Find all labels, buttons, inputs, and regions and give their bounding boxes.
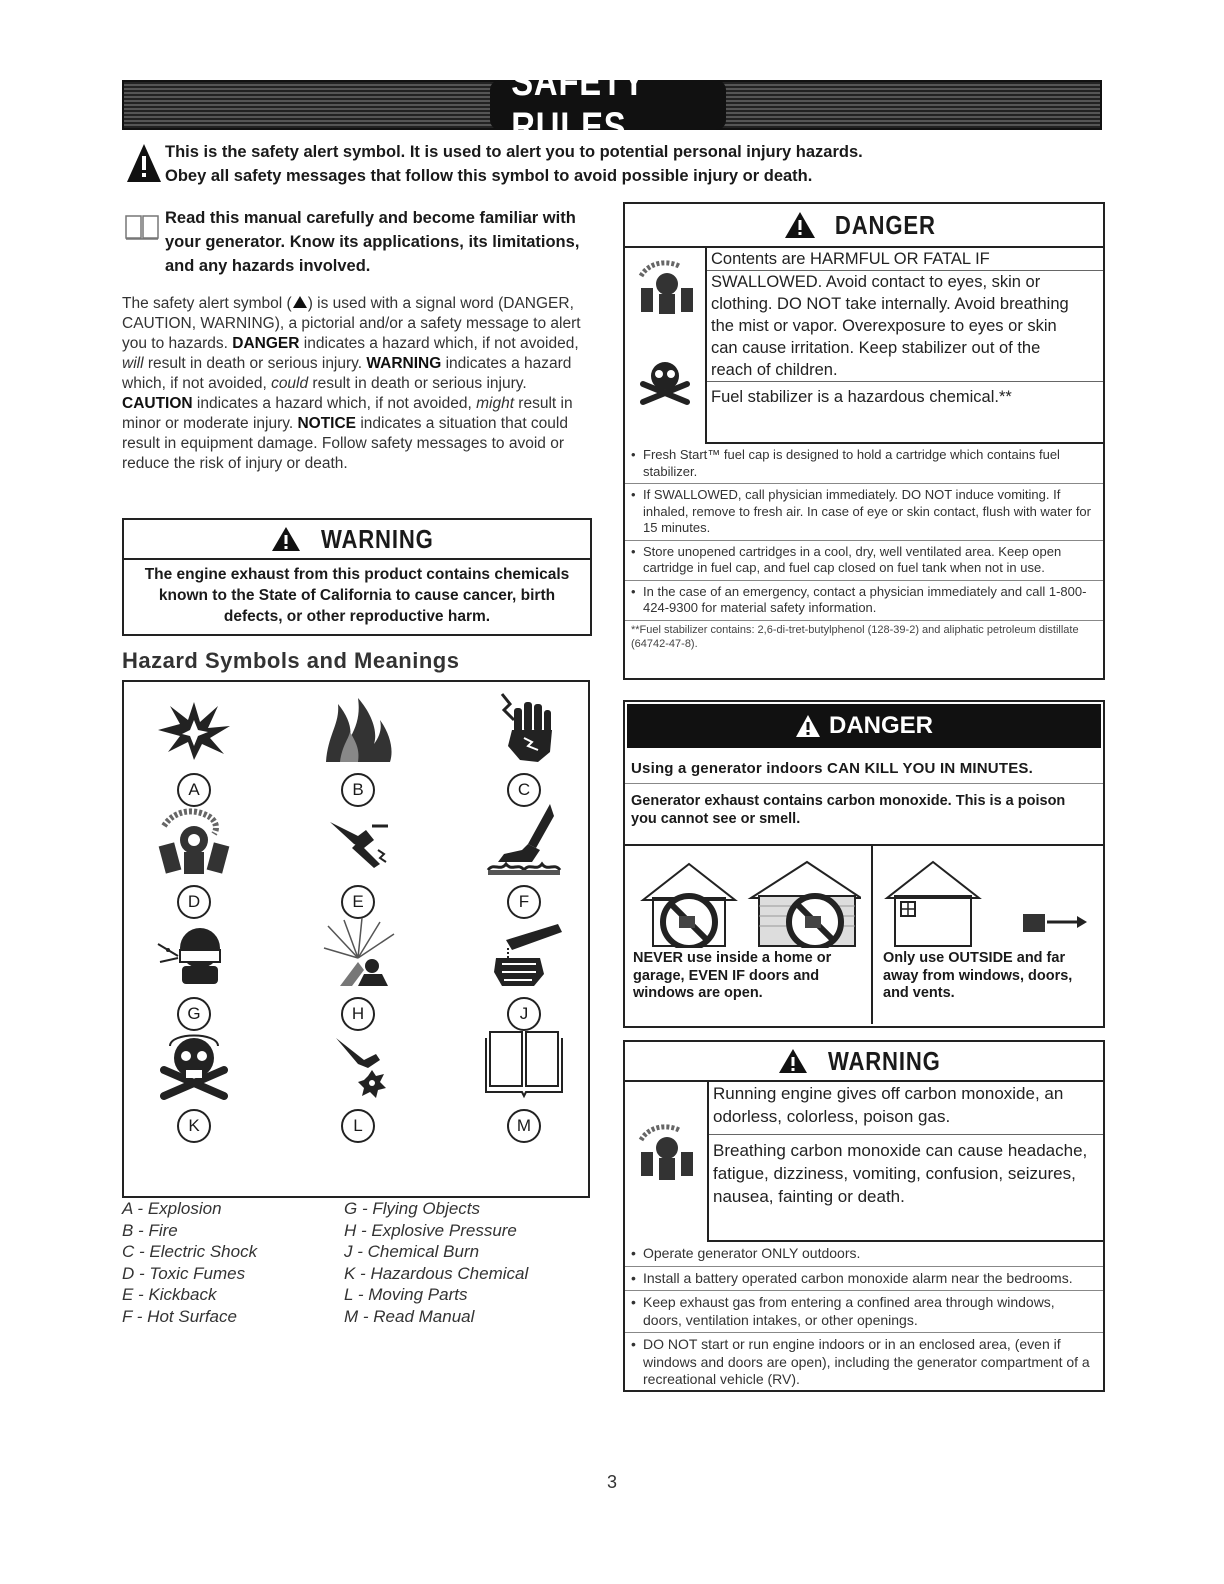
california-warning-box xyxy=(122,518,592,636)
warning-line: nausea, fainting or death. xyxy=(713,1187,905,1206)
hazardous-chemical-icon xyxy=(154,1030,234,1100)
never-indoors-panel xyxy=(625,846,873,1024)
hazard-letter: H xyxy=(341,997,375,1031)
danger-line: Contents are HARMFUL OR FATAL IF xyxy=(707,248,1103,271)
danger-line: clothing. DO NOT take internally. Avoid breathing xyxy=(711,295,1069,313)
intro-text: indicates a hazard which, if not avoided, xyxy=(299,335,579,352)
danger-line: the mist or vapor. Overexposure to eyes or skin xyxy=(711,317,1057,335)
intro-text: indicates a hazard which, if not avoided, xyxy=(192,395,477,412)
alert-intro-line2: Obey all safety messages that follow this symbol to avoid possible injury or death. xyxy=(165,167,813,185)
hazard-letter: M xyxy=(507,1109,541,1143)
hazard-symbols-box xyxy=(122,680,590,1198)
warning-line: Running engine gives off carbon monoxide, an xyxy=(713,1084,1064,1103)
fuel-stabilizer-danger-box xyxy=(623,202,1105,680)
warning-line: fatigue, dizziness, vomiting, confusion, seizures, xyxy=(713,1164,1076,1183)
hazardous-chemical-icon xyxy=(637,354,693,406)
outside-only-panel xyxy=(873,846,1103,1024)
intro-text: The safety alert symbol ( xyxy=(122,295,292,312)
carbon-monoxide-danger-box xyxy=(623,700,1105,1028)
hazard-letter: D xyxy=(177,885,211,919)
hazard-letter: L xyxy=(341,1109,375,1143)
safety-alert-icon xyxy=(126,142,162,184)
intro-paragraph xyxy=(122,294,592,474)
safety-alert-icon xyxy=(784,211,816,239)
hazard-letter: C xyxy=(507,773,541,807)
hazard-letter: A xyxy=(177,773,211,807)
list-item: • DO NOT start or run engine indoors or in an enclosed area, (even if windows and doors are open), including the generator compartment of a recreational vehicle (RV). xyxy=(625,1333,1103,1392)
danger-title: DANGER xyxy=(834,209,936,240)
read-manual-notice: Read this manual carefully and become familiar with your generator. Know its applications, its limitations, and any hazards involved. xyxy=(165,209,580,275)
hazard-letter: K xyxy=(177,1109,211,1143)
list-item-text: DO NOT start or run engine indoors or in an enclosed area, (even if windows and doors are open), including the generator compartment of a recreational vehicle (RV). xyxy=(643,1336,1090,1387)
list-item-text: Operate generator ONLY outdoors. xyxy=(643,1245,861,1261)
explosion-icon xyxy=(154,694,234,764)
toxic-fumes-icon xyxy=(154,806,234,876)
list-item: • If SWALLOWED, call physician immediately. DO NOT induce vomiting. If inhaled, remove to fresh air. In case of eye or skin contact, flush with water for 15 minutes. xyxy=(625,484,1103,541)
danger-line: can cause irritation. Keep stabilizer out of the xyxy=(711,339,1041,357)
title-banner-label xyxy=(490,60,726,149)
list-item: • In the case of an emergency, contact a physician immediately and call 1-800-424-9300 for material safety information. xyxy=(625,581,1103,621)
legend-column-right xyxy=(344,1198,528,1327)
toxic-fumes-icon xyxy=(635,1122,699,1186)
legend-item: L - Moving Parts xyxy=(344,1285,468,1304)
alert-intro xyxy=(165,140,925,188)
legend-item: K - Hazardous Chemical xyxy=(344,1263,529,1283)
hazard-letter: G xyxy=(177,997,211,1031)
hazard-item xyxy=(474,1026,574,1143)
hazard-letter: J xyxy=(507,997,541,1031)
legend-item: G - Flying Objects xyxy=(344,1199,481,1218)
explosive-pressure-icon xyxy=(318,918,398,988)
page-title: SAFETY RULES xyxy=(511,60,645,149)
list-item-text: Store unopened cartridges in a cool, dry, well ventilated area. Keep open cartridge in fuel cap, and fuel cap closed on fuel tank when not in use. xyxy=(643,543,1062,575)
hazard-letter: B xyxy=(341,773,375,807)
safety-alert-icon xyxy=(292,295,308,309)
danger-header xyxy=(627,704,1101,748)
hazard-item xyxy=(474,690,574,807)
warning-line: Breathing carbon monoxide can cause headache, xyxy=(713,1141,1088,1160)
signal-word-notice: NOTICE xyxy=(297,415,357,432)
warning-line: odorless, colorless, poison gas. xyxy=(709,1105,1103,1135)
list-item: • Store unopened cartridges in a cool, dry, well ventilated area. Keep open cartridge in fuel cap, and fuel cap closed on fuel tank when not in use. xyxy=(625,541,1103,581)
read-manual-icon xyxy=(124,212,160,242)
hazard-letter: E xyxy=(341,885,375,919)
list-item-text: Keep exhaust gas from entering a confined area through windows, doors, ventilation intakes, or other openings. xyxy=(643,1294,1055,1328)
danger-main-text xyxy=(705,248,1103,444)
signal-word-warning: WARNING xyxy=(366,355,442,372)
hazard-item xyxy=(144,918,244,1031)
legend-column-left xyxy=(122,1198,257,1327)
danger-chemical-line: Fuel stabilizer is a hazardous chemical.** xyxy=(711,388,1012,406)
list-item: • Keep exhaust gas from entering a confined area through windows, doors, ventilation intakes, or other openings. xyxy=(625,1291,1103,1333)
read-manual-icon xyxy=(482,1026,566,1100)
chemical-burn-icon xyxy=(484,918,564,988)
legend-item: C - Electric Shock xyxy=(122,1242,258,1261)
danger-subline: Generator exhaust contains carbon monoxide. This is a poison you cannot see or smell. xyxy=(625,784,1103,846)
warning-title: WARNING xyxy=(320,523,434,554)
legend-item: E - Kickback xyxy=(122,1285,217,1304)
kickback-icon xyxy=(318,806,398,876)
legend-item: M - Read Manual xyxy=(344,1306,475,1326)
list-item-text: Fresh Start™ fuel cap is designed to hold a cartridge which contains fuel stabilizer. xyxy=(643,447,1060,479)
hazard-item xyxy=(474,800,574,919)
carbon-monoxide-warning-box xyxy=(623,1040,1105,1392)
safety-alert-icon xyxy=(271,526,301,552)
legend-item: H - Explosive Pressure xyxy=(344,1220,517,1240)
signal-word-danger: DANGER xyxy=(232,335,300,352)
outside-only-caption: Only use OUTSIDE and far away from windows, doors, and vents. xyxy=(883,950,1073,1001)
intro-emphasis: could xyxy=(271,375,309,392)
warning-title: WARNING xyxy=(827,1045,941,1076)
safety-alert-icon xyxy=(795,714,821,738)
list-item-text: If SWALLOWED, call physician immediately. DO NOT induce vomiting. If inhaled, remove to fresh air. In case of eye or skin contact, flush with water for 15 minutes. xyxy=(643,487,1091,535)
flying-objects-icon xyxy=(154,918,234,988)
legend-item: F - Hot Surface xyxy=(122,1306,237,1326)
safety-alert-icon xyxy=(778,1048,808,1074)
intro-text: result in minor or moderate injury. xyxy=(122,395,573,432)
intro-text: result in death or serious injury. xyxy=(143,355,367,372)
never-indoors-caption: NEVER use inside a home or garage, EVEN IF doors and windows are open. xyxy=(633,950,832,1001)
intro-emphasis: will xyxy=(122,355,144,372)
danger-headline: Using a generator indoors CAN KILL YOU IN MINUTES. xyxy=(625,750,1103,784)
intro-emphasis: might xyxy=(476,395,514,412)
intro-text: ) is used with a signal word (DANGER, CAUTION, WARNING), a pictorial and/or a safety message to alert you to hazards. xyxy=(122,295,581,352)
electric-shock-icon xyxy=(484,690,564,764)
warning-bullet-list xyxy=(625,1242,1103,1392)
warning-text: The engine exhaust from this product contains chemicals known to the State of California to cause cancer, birth defects, or other reproductive harm. xyxy=(144,566,570,625)
signal-word-caution: CAUTION xyxy=(122,395,193,412)
page-number: 3 xyxy=(606,1472,617,1492)
legend-item: A - Explosion xyxy=(122,1199,222,1218)
hazard-letter: F xyxy=(507,885,541,919)
hazard-item xyxy=(474,918,574,1031)
intro-text: result in death or serious injury. xyxy=(308,375,527,392)
hazard-item xyxy=(308,1030,408,1143)
hazard-item xyxy=(308,918,408,1031)
no-indoor-use-icon xyxy=(639,850,861,948)
warning-main-text xyxy=(707,1082,1103,1242)
hazard-item xyxy=(308,694,408,807)
danger-bullet-list xyxy=(625,444,1103,653)
danger-title: DANGER xyxy=(828,712,933,739)
hazard-item xyxy=(144,694,244,807)
list-item: • Fresh Start™ fuel cap is designed to hold a cartridge which contains fuel stabilizer. xyxy=(625,444,1103,484)
legend-item: J - Chemical Burn xyxy=(344,1242,480,1261)
list-item-text: In the case of an emergency, contact a physician immediately and call 1-800-424-9300 for material safety information. xyxy=(643,583,1087,615)
legend-item: B - Fire xyxy=(122,1220,178,1240)
legend-item: D - Toxic Fumes xyxy=(122,1263,246,1283)
outdoor-use-icon xyxy=(883,850,1093,948)
danger-line: SWALLOWED. Avoid contact to eyes, skin or xyxy=(711,273,1041,291)
hazard-heading: Hazard Symbols and Meanings xyxy=(122,648,460,673)
hot-surface-icon xyxy=(484,800,564,876)
list-item-text: Install a battery operated carbon monoxide alarm near the bedrooms. xyxy=(643,1269,1073,1286)
fire-icon xyxy=(318,694,398,764)
warning-header xyxy=(625,1042,1103,1082)
danger-header xyxy=(625,204,1103,248)
moving-parts-icon xyxy=(318,1030,398,1100)
list-item: • Install a battery operated carbon monoxide alarm near the bedrooms. xyxy=(625,1267,1103,1292)
danger-line: reach of children. xyxy=(707,359,1103,382)
intro-text: indicates a hazard which, if not avoided, xyxy=(122,355,572,392)
footnote: **Fuel stabilizer contains: 2,6-di-tret-butylphenol (128-39-2) and aliphatic petroleum distillate (64742-47-8). xyxy=(631,623,1079,650)
alert-intro-line1: This is the safety alert symbol. It is used to alert you to potential personal injury hazards. xyxy=(165,143,863,161)
hazard-item xyxy=(144,1030,244,1143)
hazard-item xyxy=(308,806,408,919)
list-item: • Operate generator ONLY outdoors. xyxy=(625,1242,1103,1267)
toxic-fumes-icon xyxy=(635,258,697,320)
intro-text: indicates a situation that could result in equipment damage. Follow safety messages to avoid or reduce the risk of injury or death. xyxy=(122,415,568,472)
warning-header xyxy=(124,520,590,560)
hazard-item xyxy=(144,806,244,919)
